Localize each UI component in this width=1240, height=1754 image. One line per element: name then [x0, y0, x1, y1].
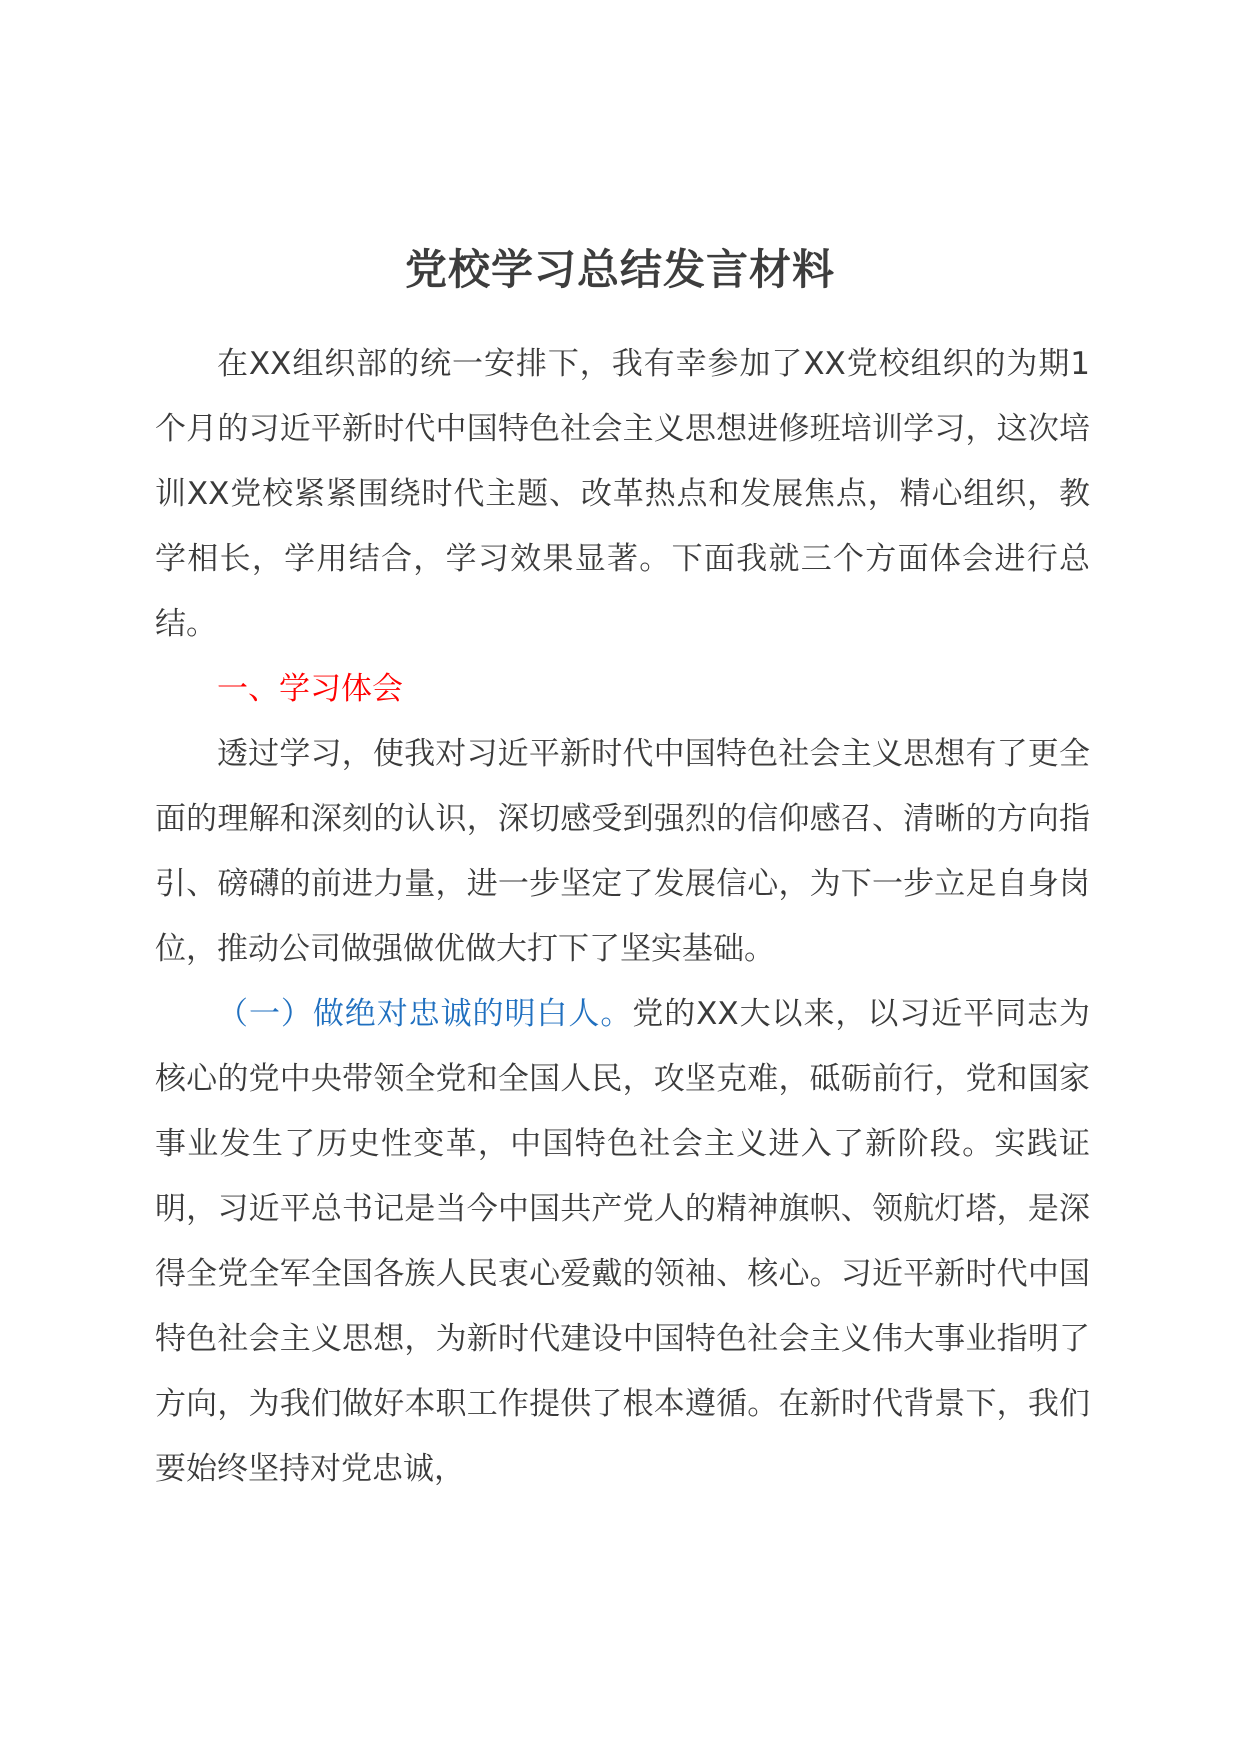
- subsection-1-heading: （一）做绝对忠诚的明白人。: [217, 996, 633, 1032]
- subsection-1-text: 党的XX大以来，以习近平同志为核心的党中央带领全党和全国人民，攻坚克难，砥砺前行，党和国家事业发生了历史性变革，中国特色社会主义进入了新阶段。实践证明，习近平总书记是当今中国共产党人的精神旗帜、领航灯塔，是深得全党全军全国各族人民衷心爱戴的领袖、核心。习近平新时代中国特色社会主义思想，为新时代建设中国特色社会主义伟大事业指明了方向，为我们做好本职工作提供了根本遵循。在新时代背景下，我们要始终坚持对党忠诚，: [155, 996, 1090, 1487]
- intro-paragraph: 在XX组织部的统一安排下，我有幸参加了XX党校组织的为期1个月的习近平新时代中国特色社会主义思想进修班培训学习，这次培训XX党校紧紧围绕时代主题、改革热点和发展焦点，精心组织，教学相长，学用结合，学习效果显著。下面我就三个方面体会进行总结。: [155, 346, 1090, 642]
- section-1-heading: [155, 657, 1090, 722]
- document-title: 党校学习总结发言材料: [404, 245, 835, 294]
- section-1-heading-text: 一、学习体会: [217, 671, 403, 707]
- section-1-paragraph: 透过学习，使我对习近平新时代中国特色社会主义思想有了更全面的理解和深刻的认识，深切感受到强烈的信仰感召、清晰的方向指引、磅礴的前进力量，进一步坚定了发展信心，为下一步立足自身岗位，推动公司做强做优做大打下了坚实基础。: [155, 736, 1090, 967]
- subsection-1-paragraph: [155, 982, 1090, 1502]
- document-body: [155, 332, 1090, 1502]
